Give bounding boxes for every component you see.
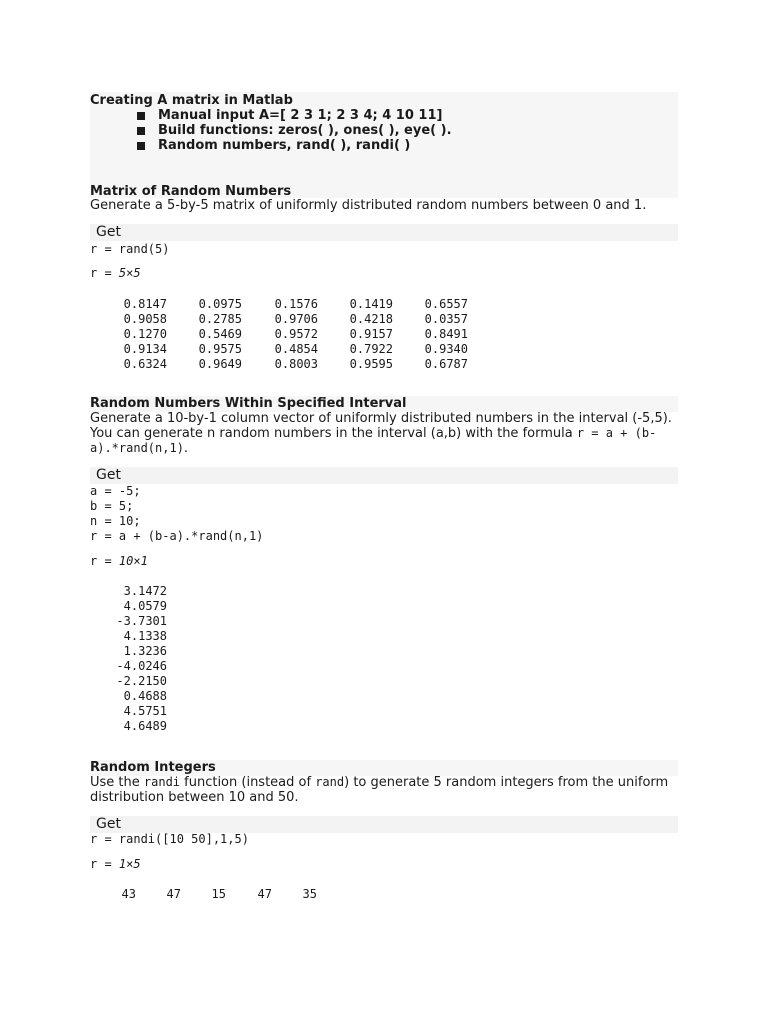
section1-code: r = rand(5)	[90, 242, 170, 256]
matrix-cell: 0.2785	[198, 312, 242, 326]
intro-bullet-1: Manual input A=[ 2 3 1; 2 3 4; 4 10 11]	[158, 108, 443, 123]
matrix-cell: 0.9157	[349, 327, 393, 341]
intro-bullet-3: Random numbers, rand( ), randi( )	[158, 138, 411, 153]
vector-value: -3.7301	[116, 614, 167, 628]
section2-description-line3	[90, 441, 188, 456]
desc-text: You can generate n random numbers in the interval (a,b) with the formula	[90, 426, 577, 441]
bullet-icon	[136, 141, 146, 151]
output-var: r =	[90, 554, 119, 568]
matrix-cell: 0.9595	[349, 357, 393, 371]
integer-value: 47	[166, 887, 181, 901]
matrix-cell: 0.1576	[274, 297, 318, 311]
section3-code: r = randi([10 50],1,5)	[90, 832, 249, 846]
matrix-cell: 0.9575	[198, 342, 242, 356]
bullet-icon	[136, 111, 146, 121]
desc-code: rand	[315, 775, 345, 789]
section1-get-label: Get	[96, 224, 121, 240]
section1-output-header	[90, 266, 141, 281]
section2-description-line1: Generate a 10-by-1 column vector of uniformly distributed numbers in the interval (-5,5).	[90, 411, 672, 426]
vector-value: 4.0579	[123, 599, 167, 613]
section1-get-bar	[90, 224, 678, 241]
matrix-cell: 0.6787	[424, 357, 468, 371]
vector-value: -4.0246	[116, 659, 167, 673]
matrix-cell: 0.9649	[198, 357, 242, 371]
matrix-cell: 0.8491	[424, 327, 468, 341]
section3-output-header	[90, 857, 141, 872]
matrix-cell: 0.9706	[274, 312, 318, 326]
section1-matrix	[90, 297, 490, 373]
section2-get-label: Get	[96, 467, 121, 483]
intro-bullet-2: Build functions: zeros( ), ones( ), eye( ).	[158, 123, 452, 138]
desc-text: ) to generate 5 random integers from the uniform	[344, 775, 669, 790]
vector-value: 4.5751	[123, 704, 167, 718]
matrix-cell: 0.1419	[349, 297, 393, 311]
output-size: 5×5	[118, 266, 141, 280]
section2-vector	[90, 584, 210, 736]
matrix-cell: 0.0975	[198, 297, 242, 311]
section3-get-label: Get	[96, 816, 121, 832]
bullet-icon	[136, 126, 146, 136]
output-size: 1×5	[118, 857, 141, 871]
matrix-cell: 0.6557	[424, 297, 468, 311]
matrix-cell: 0.6324	[123, 357, 167, 371]
section2-code-line-1: a = -5;	[90, 484, 141, 498]
section2-description-line2	[90, 426, 656, 441]
section3-description-line1	[90, 775, 668, 790]
matrix-cell: 0.9134	[123, 342, 167, 356]
desc-code: a).*rand(n,1)	[90, 441, 184, 455]
integer-value: 47	[257, 887, 272, 901]
section2-heading: Random Numbers Within Specified Interval	[90, 396, 407, 411]
desc-text: function (instead of	[180, 775, 316, 790]
vector-value: 1.3236	[123, 644, 167, 658]
section1-description: Generate a 5-by-5 matrix of uniformly distributed random numbers between 0 and 1.	[90, 198, 647, 213]
vector-value: 3.1472	[123, 584, 167, 598]
vector-value: 4.1338	[123, 629, 167, 643]
matrix-cell: 0.8147	[123, 297, 167, 311]
vector-value: 0.4688	[123, 689, 167, 703]
desc-text: .	[183, 441, 189, 456]
desc-code: r = a + (b-	[576, 426, 657, 440]
vector-value: -2.2150	[116, 674, 167, 688]
output-var: r =	[90, 266, 119, 280]
matrix-cell: 0.8003	[274, 357, 318, 371]
section3-heading: Random Integers	[90, 760, 216, 775]
section3-description-line2: distribution between 10 and 50.	[90, 790, 299, 805]
section2-get-bar	[90, 467, 678, 484]
section3-values	[90, 887, 350, 903]
matrix-cell: 0.5469	[198, 327, 242, 341]
section2-code-line-3: n = 10;	[90, 514, 141, 528]
output-size: 10×1	[118, 554, 148, 568]
matrix-cell: 0.4218	[349, 312, 393, 326]
section3-get-bar	[90, 816, 678, 833]
integer-value: 15	[211, 887, 226, 901]
matrix-cell: 0.0357	[424, 312, 468, 326]
section2-code-line-4: r = a + (b-a).*rand(n,1)	[90, 529, 264, 543]
vector-value: 4.6489	[123, 719, 167, 733]
matrix-cell: 0.9058	[123, 312, 167, 326]
desc-code: randi	[143, 775, 181, 789]
section1-heading: Matrix of Random Numbers	[90, 184, 292, 199]
matrix-cell: 0.4854	[274, 342, 318, 356]
matrix-cell: 0.1270	[123, 327, 167, 341]
intro-title: Creating A matrix in Matlab	[90, 93, 293, 108]
matrix-cell: 0.9340	[424, 342, 468, 356]
integer-value: 35	[302, 887, 317, 901]
output-var: r =	[90, 857, 119, 871]
matrix-cell: 0.9572	[274, 327, 318, 341]
matrix-cell: 0.7922	[349, 342, 393, 356]
section2-code-line-2: b = 5;	[90, 499, 134, 513]
section2-output-header	[90, 554, 148, 569]
integer-value: 43	[121, 887, 136, 901]
desc-text: Use the	[90, 775, 144, 790]
